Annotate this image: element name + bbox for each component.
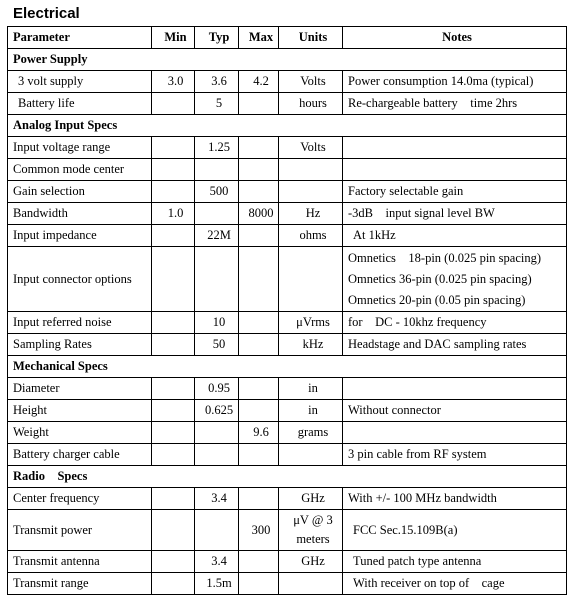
header-row — [8, 27, 567, 49]
param-cell: Input impedance — [8, 225, 152, 247]
min-cell — [152, 573, 195, 595]
table-row — [8, 93, 567, 115]
typ-cell — [195, 159, 239, 181]
param-cell: Transmit range — [8, 573, 152, 595]
typ-cell: 0.95 — [195, 378, 239, 400]
notes-cell: for DC - 10khz frequency — [343, 312, 567, 334]
units-cell: Hz — [279, 203, 343, 225]
table-row — [8, 181, 567, 203]
notes-cell: Without connector — [343, 400, 567, 422]
max-cell — [239, 181, 279, 203]
typ-cell: 3.4 — [195, 551, 239, 573]
units-cell: ohms — [279, 225, 343, 247]
units-cell — [279, 181, 343, 203]
units-cell — [279, 573, 343, 595]
header-units: Units — [279, 27, 343, 49]
min-cell — [152, 400, 195, 422]
units-cell: GHz — [279, 488, 343, 510]
units-cell: hours — [279, 93, 343, 115]
connector-option-3: Omnetics 20-pin (0.05 pin spacing) — [348, 293, 526, 307]
units-cell: Volts — [279, 137, 343, 159]
min-cell — [152, 181, 195, 203]
notes-cell: FCC Sec.15.109B(a) — [343, 510, 567, 551]
typ-cell — [195, 247, 239, 312]
notes-cell: With +/- 100 MHz bandwidth — [343, 488, 567, 510]
min-cell — [152, 334, 195, 356]
typ-cell — [195, 510, 239, 551]
max-cell — [239, 312, 279, 334]
table-row — [8, 444, 567, 466]
table-row — [8, 137, 567, 159]
units-cell: kHz — [279, 334, 343, 356]
notes-cell: Headstage and DAC sampling rates — [343, 334, 567, 356]
notes-cell: Power consumption 14.0ma (typical) — [343, 71, 567, 93]
units-cell: μVrms — [279, 312, 343, 334]
typ-cell: 22M — [195, 225, 239, 247]
param-cell: Weight — [8, 422, 152, 444]
table-row — [8, 312, 567, 334]
notes-cell: Tuned patch type antenna — [343, 551, 567, 573]
max-cell: 9.6 — [239, 422, 279, 444]
table-row — [8, 378, 567, 400]
connector-option-1: Omnetics 18-pin (0.025 pin spacing) — [348, 251, 542, 265]
typ-cell: 500 — [195, 181, 239, 203]
table-row — [8, 203, 567, 225]
section-row — [8, 466, 567, 488]
section-row — [8, 115, 567, 137]
max-cell: 8000 — [239, 203, 279, 225]
max-cell — [239, 551, 279, 573]
section-power-supply: Power Supply — [8, 49, 567, 71]
section-row — [8, 356, 567, 378]
units-cell: in — [279, 400, 343, 422]
min-cell — [152, 510, 195, 551]
min-cell — [152, 225, 195, 247]
param-cell: Common mode center — [8, 159, 152, 181]
min-cell — [152, 422, 195, 444]
typ-cell: 10 — [195, 312, 239, 334]
notes-cell — [343, 378, 567, 400]
table-row — [8, 510, 567, 551]
max-cell — [239, 378, 279, 400]
units-cell — [279, 247, 343, 312]
table-row — [8, 334, 567, 356]
table-row — [8, 400, 567, 422]
min-cell: 1.0 — [152, 203, 195, 225]
notes-cell: Re-chargeable battery time 2hrs — [343, 93, 567, 115]
max-cell: 300 — [239, 510, 279, 551]
max-cell — [239, 334, 279, 356]
section-mechanical: Mechanical Specs — [8, 356, 567, 378]
notes-cell — [343, 247, 567, 312]
units-cell: GHz — [279, 551, 343, 573]
param-cell: Input connector options — [8, 247, 152, 312]
connector-option-2: Omnetics 36-pin (0.025 pin spacing) — [348, 272, 532, 286]
min-cell — [152, 551, 195, 573]
units-cell — [279, 444, 343, 466]
param-cell: Battery charger cable — [8, 444, 152, 466]
units-line-1: μV @ 3 — [293, 513, 333, 527]
max-cell — [239, 137, 279, 159]
table-row — [8, 247, 567, 312]
param-cell: 3 volt supply — [8, 71, 152, 93]
section-row — [8, 49, 567, 71]
max-cell — [239, 488, 279, 510]
param-cell: Input referred noise — [8, 312, 152, 334]
units-cell: in — [279, 378, 343, 400]
electrical-spec-table — [7, 26, 567, 595]
section-radio: Radio Specs — [8, 466, 567, 488]
max-cell — [239, 444, 279, 466]
header-notes: Notes — [343, 27, 567, 49]
max-cell — [239, 93, 279, 115]
param-cell: Gain selection — [8, 181, 152, 203]
notes-cell: -3dB input signal level BW — [343, 203, 567, 225]
min-cell — [152, 378, 195, 400]
typ-cell: 3.4 — [195, 488, 239, 510]
notes-cell: With receiver on top of cage — [343, 573, 567, 595]
table-row — [8, 573, 567, 595]
typ-cell: 0.625 — [195, 400, 239, 422]
typ-cell: 1.5m — [195, 573, 239, 595]
notes-cell: 3 pin cable from RF system — [343, 444, 567, 466]
max-cell — [239, 400, 279, 422]
notes-cell: At 1kHz — [343, 225, 567, 247]
min-cell — [152, 137, 195, 159]
max-cell — [239, 573, 279, 595]
units-cell — [279, 159, 343, 181]
notes-cell — [343, 422, 567, 444]
header-max: Max — [239, 27, 279, 49]
typ-cell: 50 — [195, 334, 239, 356]
param-cell: Input voltage range — [8, 137, 152, 159]
notes-cell — [343, 137, 567, 159]
max-cell: 4.2 — [239, 71, 279, 93]
max-cell — [239, 159, 279, 181]
units-cell — [279, 510, 343, 551]
min-cell — [152, 93, 195, 115]
min-cell — [152, 488, 195, 510]
table-row — [8, 71, 567, 93]
section-analog-input: Analog Input Specs — [8, 115, 567, 137]
min-cell — [152, 444, 195, 466]
notes-cell — [343, 159, 567, 181]
notes-cell: Factory selectable gain — [343, 181, 567, 203]
header-min: Min — [152, 27, 195, 49]
table-row — [8, 488, 567, 510]
max-cell — [239, 247, 279, 312]
page-title: Electrical — [13, 5, 80, 22]
table-row — [8, 225, 567, 247]
param-cell: Battery life — [8, 93, 152, 115]
units-line-2: meters — [296, 532, 330, 546]
units-cell: grams — [279, 422, 343, 444]
param-cell: Transmit antenna — [8, 551, 152, 573]
table-row — [8, 159, 567, 181]
table-row — [8, 551, 567, 573]
param-cell: Diameter — [8, 378, 152, 400]
param-cell: Center frequency — [8, 488, 152, 510]
table-row — [8, 422, 567, 444]
typ-cell — [195, 422, 239, 444]
param-cell: Height — [8, 400, 152, 422]
header-typ: Typ — [195, 27, 239, 49]
min-cell: 3.0 — [152, 71, 195, 93]
param-cell: Bandwidth — [8, 203, 152, 225]
header-parameter: Parameter — [8, 27, 152, 49]
max-cell — [239, 225, 279, 247]
typ-cell: 1.25 — [195, 137, 239, 159]
units-cell: Volts — [279, 71, 343, 93]
typ-cell — [195, 203, 239, 225]
min-cell — [152, 247, 195, 312]
typ-cell: 5 — [195, 93, 239, 115]
min-cell — [152, 159, 195, 181]
param-cell: Sampling Rates — [8, 334, 152, 356]
param-cell: Transmit power — [8, 510, 152, 551]
typ-cell — [195, 444, 239, 466]
min-cell — [152, 312, 195, 334]
typ-cell: 3.6 — [195, 71, 239, 93]
